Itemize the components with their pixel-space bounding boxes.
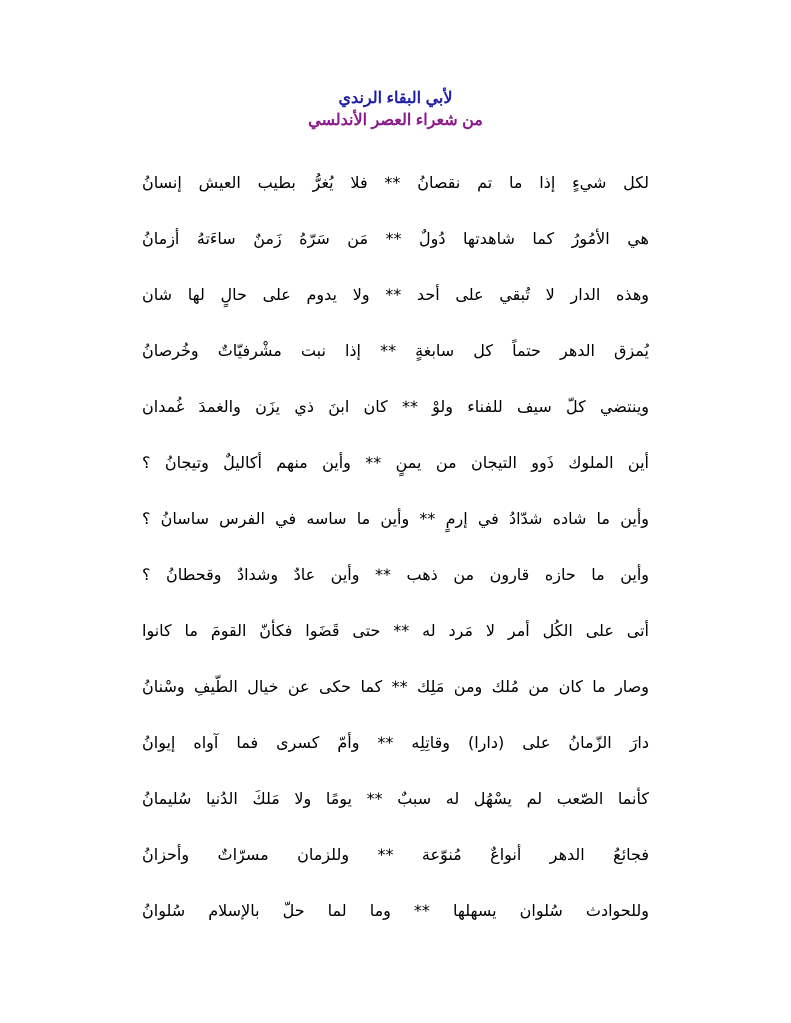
verse-line: وللحوادث سُلوان يسهلها ** وما لما حلّ بالإسلام سُلوانُ <box>142 901 649 920</box>
poem-body <box>142 168 649 952</box>
verse-line: كأنما الصّعب لم يسْهُل له سببٌ ** يومًا ولا مَلكَ الدُنيا سُليمانُ <box>142 789 649 808</box>
verse-line: وهذه الدار لا تُبقي على أحد ** ولا يدوم على حالٍ لها شان <box>142 285 649 304</box>
era-subtitle: من شعراء العصر الأندلسي <box>308 112 483 129</box>
verse-line: أين الملوك ذَوو التيجان من يمنٍ ** وأين منهم أكاليلٌ وتيجانُ ؟ <box>142 453 649 472</box>
verse-line: وأين ما شاده شدّادُ في إرمٍ ** وأين ما ساسه في الفرس ساسانُ ؟ <box>142 509 649 528</box>
verse-line: دارَ الزّمانُ على (دارا) وقاتِلِه ** وأمّ كسرى فما آواه إيوانُ <box>142 733 649 752</box>
verse-line: لكل شيءٍ إذا ما تم نقصانُ ** فلا يُغرُّ بطيب العيش إنسانُ <box>142 173 649 192</box>
verse-line: وأين ما حازه قارون من ذهب ** وأين عادٌ وشدادٌ وقحطانُ ؟ <box>142 565 649 584</box>
poet-title: لأبي البقاء الرندي <box>338 90 453 107</box>
verse-line: فجائعُ الدهر أنواعٌ مُنوّعة ** وللزمان مسرّاتٌ وأحزانُ <box>142 845 649 864</box>
verse-line: أتى على الكُل أمر لا مَرد له ** حتى قَضَوا فكأنّ القومَ ما كانوا <box>142 621 649 640</box>
verse-line: وصار ما كان من مُلك ومن مَلِك ** كما حكى عن خيال الطّيفِ وسْنانُ <box>142 677 649 696</box>
verse-line: يُمزق الدهر حتماً كل سابغةٍ ** إذا نبت مشْرفيّاتٌ وخُرصانُ <box>142 341 649 360</box>
poem-header <box>0 88 791 132</box>
verse-line: هي الأمُورُ كما شاهدتها دُولٌ ** مَن سَرّهُ زَمنٌ ساءَتهُ أزمانُ <box>142 229 649 248</box>
verse-line: وينتضي كلّ سيف للفناء ولوْ ** كان ابنَ ذي يزَن والغمدَ غُمدان <box>142 397 649 416</box>
